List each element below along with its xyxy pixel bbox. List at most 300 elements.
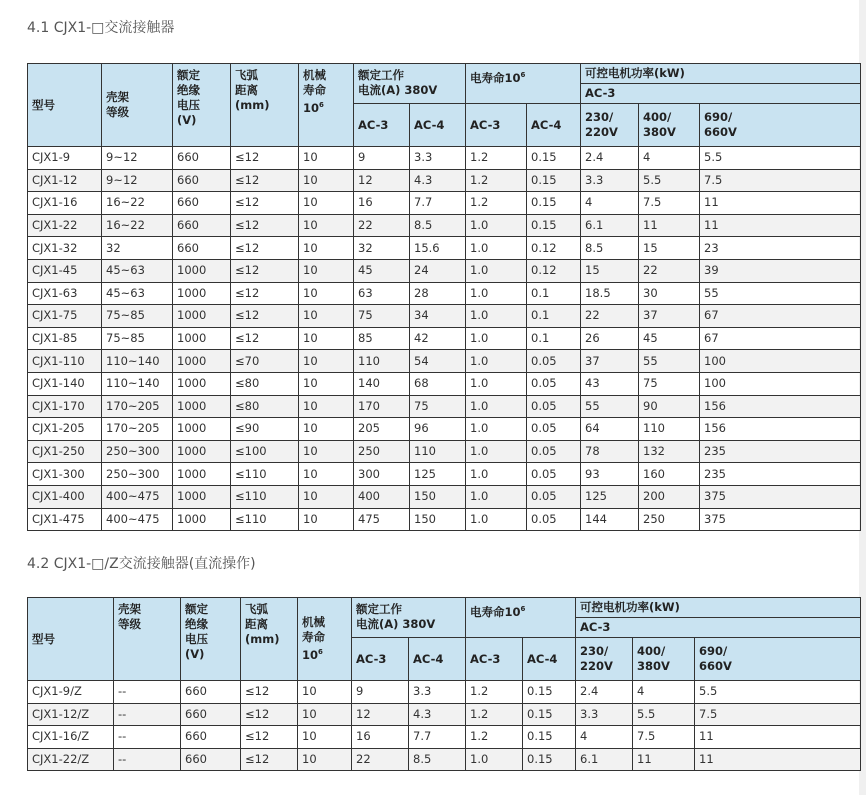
table-cell: 10 [298, 681, 352, 704]
table-cell: 4 [639, 147, 700, 170]
table-cell: CJX1-22/Z [28, 748, 114, 771]
table-cell: ≤110 [231, 508, 299, 531]
header-model: 型号 [28, 598, 114, 681]
table-cell: 78 [581, 440, 639, 463]
table-row [28, 485, 861, 508]
table-cell: 5.5 [633, 703, 695, 726]
header-mechanical-life-unit: 10 [302, 647, 319, 662]
header-model: 型号 [28, 64, 102, 147]
table-cell: 11 [639, 214, 700, 237]
table-cell: 375 [700, 485, 861, 508]
table-cell: 660 [181, 681, 241, 704]
table-cell: 22 [352, 748, 409, 771]
table-cell: 45 [639, 327, 700, 350]
table-cell: 23 [700, 237, 861, 260]
table-cell: 37 [581, 350, 639, 373]
table-cell: 10 [299, 440, 354, 463]
table-cell: 110~140 [102, 372, 173, 395]
table-cell: 2.4 [576, 681, 633, 704]
table-cell: 10 [299, 418, 354, 441]
table-cell: 5.5 [695, 681, 861, 704]
table-cell: 1.0 [466, 463, 527, 486]
table-cell: 660 [181, 748, 241, 771]
table-row [28, 327, 861, 350]
table-cell: 4.3 [410, 169, 466, 192]
table-row [28, 748, 861, 771]
table-cell: ≤12 [241, 681, 298, 704]
table-cell: 0.05 [527, 372, 581, 395]
table-cell: 16 [354, 192, 410, 215]
table-cell: ≤12 [231, 237, 299, 260]
table-cell: 10 [299, 305, 354, 328]
table-cell: 45 [354, 259, 410, 282]
table-cell: 100 [700, 350, 861, 373]
header-mechanical-life-label: 机械 寿命 [302, 615, 325, 645]
header-power-230v: 230/ 220V [576, 638, 633, 681]
table-cell: 10 [298, 703, 352, 726]
table-cell: CJX1-475 [28, 508, 102, 531]
table-cell: -- [114, 726, 181, 749]
table-cell: ≤12 [231, 282, 299, 305]
table-cell: 0.12 [527, 259, 581, 282]
table-cell: 110~140 [102, 350, 173, 373]
header-power-ac3: AC-3 [581, 84, 861, 104]
table-row [28, 372, 861, 395]
table-cell: ≤110 [231, 485, 299, 508]
table-cell: 7.5 [639, 192, 700, 215]
table-cell: 12 [352, 703, 409, 726]
table-cell: 660 [173, 237, 231, 260]
table-cell: 10 [298, 726, 352, 749]
table-cell: 150 [410, 485, 466, 508]
table-cell: CJX1-22 [28, 214, 102, 237]
table-cell: ≤90 [231, 418, 299, 441]
header-life-ac3: AC-3 [466, 638, 523, 681]
table-cell: ≤12 [231, 259, 299, 282]
table-cell: 90 [639, 395, 700, 418]
header-frame-class: 壳架 等级 [114, 598, 181, 681]
table-cell: ≤12 [231, 169, 299, 192]
table-cell: 75 [410, 395, 466, 418]
table-cell: 4 [633, 681, 695, 704]
table-cell: 140 [354, 372, 410, 395]
header-mechanical-life-exp: 6 [318, 648, 323, 657]
table-cell: 3.3 [581, 169, 639, 192]
table-cell: 110 [410, 440, 466, 463]
table-cell: 160 [639, 463, 700, 486]
header-electrical-life [466, 598, 576, 638]
table-cell: 28 [410, 282, 466, 305]
table-cell: 10 [299, 395, 354, 418]
table-cell: 1.2 [466, 703, 523, 726]
table-cell: ≤12 [231, 147, 299, 170]
table-cell: 100 [700, 372, 861, 395]
table-cell: 45~63 [102, 282, 173, 305]
table-cell: 1000 [173, 395, 231, 418]
table-cell: 1000 [173, 305, 231, 328]
header-life-ac4: AC-4 [527, 104, 581, 147]
table-cell: 43 [581, 372, 639, 395]
table-cell: -- [114, 748, 181, 771]
table-row [28, 440, 861, 463]
table-cell: 2.4 [581, 147, 639, 170]
table-cell: ≤80 [231, 372, 299, 395]
table-cell: 0.05 [527, 485, 581, 508]
table-row [28, 726, 861, 749]
table-cell: 32 [354, 237, 410, 260]
table-cell: 125 [410, 463, 466, 486]
table-cell: 0.15 [527, 214, 581, 237]
table-cell: ≤110 [231, 463, 299, 486]
table-row [28, 418, 861, 441]
table-cell: 250~300 [102, 440, 173, 463]
table-cell: 156 [700, 418, 861, 441]
table-cell: 0.05 [527, 395, 581, 418]
table-cell: 4.3 [409, 703, 466, 726]
table-cell: 1000 [173, 350, 231, 373]
table-cell: 250 [354, 440, 410, 463]
table-cell: -- [114, 681, 181, 704]
table-cell: 75~85 [102, 327, 173, 350]
table-cell: 1000 [173, 463, 231, 486]
table-cell: ≤12 [231, 305, 299, 328]
table-cell: 4 [581, 192, 639, 215]
table-row [28, 703, 861, 726]
table-cell: 660 [173, 169, 231, 192]
table-cell: CJX1-85 [28, 327, 102, 350]
table-cell: 235 [700, 463, 861, 486]
table-cell: 235 [700, 440, 861, 463]
header-electrical-life-exp: 6 [520, 605, 526, 613]
table-cell: 1000 [173, 282, 231, 305]
table-cell: 1000 [173, 440, 231, 463]
header-power-690v: 690/ 660V [700, 104, 861, 147]
table-cell: 1.0 [466, 748, 523, 771]
table-cell: 67 [700, 305, 861, 328]
table-cell: -- [114, 703, 181, 726]
header-mechanical-life [298, 598, 352, 681]
spec-table-cjx1 [27, 63, 861, 531]
table-cell: 7.7 [410, 192, 466, 215]
table-cell: 1.0 [466, 372, 527, 395]
table-cell: 15.6 [410, 237, 466, 260]
table-row [28, 395, 861, 418]
table-cell: 1000 [173, 508, 231, 531]
table-cell: 0.15 [527, 192, 581, 215]
table-cell: 10 [299, 192, 354, 215]
table-cell: 1.0 [466, 395, 527, 418]
table-cell: 0.1 [527, 327, 581, 350]
table-cell: 170~205 [102, 395, 173, 418]
table-cell: 1000 [173, 372, 231, 395]
table-cell: CJX1-250 [28, 440, 102, 463]
table-row [28, 305, 861, 328]
table-cell: 10 [299, 508, 354, 531]
table-row [28, 463, 861, 486]
table-row [28, 147, 861, 170]
header-rated-current: 额定工作 电流(A) 380V [354, 64, 466, 104]
table-cell: 55 [639, 350, 700, 373]
table-cell: CJX1-9/Z [28, 681, 114, 704]
table-cell: 10 [298, 748, 352, 771]
table-cell: 10 [299, 282, 354, 305]
table-cell: 1.2 [466, 192, 527, 215]
table-cell: 10 [299, 372, 354, 395]
table-cell: 300 [354, 463, 410, 486]
table-cell: CJX1-400 [28, 485, 102, 508]
table-cell: 0.05 [527, 463, 581, 486]
table-cell: CJX1-16/Z [28, 726, 114, 749]
table-cell: 30 [639, 282, 700, 305]
table-cell: 11 [700, 214, 861, 237]
header-electrical-life-exp: 6 [520, 71, 526, 79]
table-cell: 1.0 [466, 485, 527, 508]
table-cell: 1.2 [466, 726, 523, 749]
table-cell: 0.15 [527, 147, 581, 170]
table-cell: 16~22 [102, 214, 173, 237]
table-cell: 7.7 [409, 726, 466, 749]
table-cell: 660 [173, 192, 231, 215]
table-cell: 96 [410, 418, 466, 441]
table-cell: 0.1 [527, 282, 581, 305]
table-cell: 7.5 [695, 703, 861, 726]
header-insulation-voltage: 额定 绝缘 电压 (V) [181, 598, 241, 681]
section-title-cjx1-z: 4.2 CJX1-□/Z交流接触器(直流操作) [27, 556, 256, 572]
table-cell: 250~300 [102, 463, 173, 486]
table-row [28, 214, 861, 237]
table-cell: 11 [695, 726, 861, 749]
table-cell: 3.3 [409, 681, 466, 704]
table-cell: CJX1-170 [28, 395, 102, 418]
table-row [28, 169, 861, 192]
table-cell: CJX1-205 [28, 418, 102, 441]
header-frame-class: 壳架 等级 [102, 64, 173, 147]
table-cell: 110 [639, 418, 700, 441]
table-cell: 1.0 [466, 418, 527, 441]
header-current-ac4: AC-4 [409, 638, 466, 681]
table-cell: 9 [352, 681, 409, 704]
header-current-ac3: AC-3 [354, 104, 410, 147]
table-cell: 6.1 [576, 748, 633, 771]
table-cell: 8.5 [581, 237, 639, 260]
table-cell: 0.15 [523, 681, 576, 704]
table-cell: 1.0 [466, 214, 527, 237]
table-cell: 375 [700, 508, 861, 531]
table-cell: 1.0 [466, 282, 527, 305]
table-cell: 10 [299, 147, 354, 170]
table-cell: 144 [581, 508, 639, 531]
table-cell: 660 [173, 147, 231, 170]
table-cell: 205 [354, 418, 410, 441]
table-cell: 1.0 [466, 259, 527, 282]
header-mechanical-life-label: 机械 寿命 [303, 68, 326, 97]
table-cell: 475 [354, 508, 410, 531]
header-power-400v: 400/ 380V [639, 104, 700, 147]
table-cell: 16~22 [102, 192, 173, 215]
table-cell: 132 [639, 440, 700, 463]
header-mechanical-life-exp: 6 [319, 101, 324, 109]
table-cell: 5.5 [700, 147, 861, 170]
table-cell: ≤12 [231, 192, 299, 215]
table-cell: 3.3 [576, 703, 633, 726]
section-title-cjx1: 4.1 CJX1-□交流接触器 [27, 20, 175, 36]
table-cell: 400~475 [102, 485, 173, 508]
header-arc-distance: 飞弧 距离 (mm) [231, 64, 299, 147]
table-cell: 11 [695, 748, 861, 771]
table-cell: CJX1-45 [28, 259, 102, 282]
table-row [28, 681, 861, 704]
table-cell: 10 [299, 350, 354, 373]
table-cell: 400 [354, 485, 410, 508]
table-cell: 250 [639, 508, 700, 531]
table-cell: 1000 [173, 259, 231, 282]
table-cell: 660 [173, 214, 231, 237]
table-cell: CJX1-16 [28, 192, 102, 215]
table-cell: CJX1-63 [28, 282, 102, 305]
table-cell: 200 [639, 485, 700, 508]
table-cell: CJX1-12/Z [28, 703, 114, 726]
table-cell: 0.05 [527, 418, 581, 441]
table-cell: 22 [639, 259, 700, 282]
table-cell: 0.05 [527, 350, 581, 373]
table-cell: ≤12 [241, 726, 298, 749]
table-cell: 9 [354, 147, 410, 170]
table-cell: 26 [581, 327, 639, 350]
table-cell: 7.5 [633, 726, 695, 749]
table-cell: 11 [700, 192, 861, 215]
header-mechanical-life [299, 64, 354, 147]
table-cell: 1.2 [466, 147, 527, 170]
table-cell: 150 [410, 508, 466, 531]
table-cell: 68 [410, 372, 466, 395]
table-cell: 22 [581, 305, 639, 328]
table-cell: 9~12 [102, 169, 173, 192]
header-current-ac3: AC-3 [352, 638, 409, 681]
table-cell: 75~85 [102, 305, 173, 328]
table-cell: 64 [581, 418, 639, 441]
table-cell: 4 [576, 726, 633, 749]
table-cell: 660 [181, 726, 241, 749]
table-cell: ≤12 [241, 748, 298, 771]
table-cell: 0.15 [523, 748, 576, 771]
header-electrical-life-label: 电寿命10 [470, 604, 521, 619]
table-cell: 93 [581, 463, 639, 486]
table-cell: 0.15 [523, 703, 576, 726]
table-cell: 7.5 [700, 169, 861, 192]
header-arc-distance: 飞弧 距离 (mm) [241, 598, 298, 681]
table-cell: ≤12 [241, 703, 298, 726]
table-cell: 10 [299, 259, 354, 282]
table-cell: 3.3 [410, 147, 466, 170]
table-cell: 34 [410, 305, 466, 328]
table-cell: 12 [354, 169, 410, 192]
table-cell: 1.0 [466, 350, 527, 373]
table-cell: 54 [410, 350, 466, 373]
header-power-690v: 690/ 660V [695, 638, 861, 681]
table-cell: 16 [352, 726, 409, 749]
table-cell: CJX1-12 [28, 169, 102, 192]
table-cell: 0.12 [527, 237, 581, 260]
header-power-400v: 400/ 380V [633, 638, 695, 681]
table-cell: 8.5 [409, 748, 466, 771]
table-cell: 67 [700, 327, 861, 350]
table-cell: ≤12 [231, 214, 299, 237]
table-cell: 1.0 [466, 305, 527, 328]
table-cell: 11 [633, 748, 695, 771]
table-cell: 400~475 [102, 508, 173, 531]
table-cell: 8.5 [410, 214, 466, 237]
table-cell: 45~63 [102, 259, 173, 282]
table-cell: 18.5 [581, 282, 639, 305]
table-cell: 15 [639, 237, 700, 260]
table-cell: 22 [354, 214, 410, 237]
table-cell: 10 [299, 327, 354, 350]
table-cell: 9~12 [102, 147, 173, 170]
table-cell: 63 [354, 282, 410, 305]
table-row [28, 259, 861, 282]
table-cell: 0.05 [527, 440, 581, 463]
table-cell: 15 [581, 259, 639, 282]
table-cell: 110 [354, 350, 410, 373]
header-motor-power: 可控电机功率(kW) [576, 598, 861, 618]
table-cell: 24 [410, 259, 466, 282]
table-cell: 125 [581, 485, 639, 508]
table-cell: 170 [354, 395, 410, 418]
table-cell: 10 [299, 485, 354, 508]
table-cell: CJX1-75 [28, 305, 102, 328]
table-cell: 1.0 [466, 440, 527, 463]
header-life-ac4: AC-4 [523, 638, 576, 681]
table-row [28, 282, 861, 305]
table-cell: 1.0 [466, 327, 527, 350]
table-cell: 37 [639, 305, 700, 328]
table-cell: ≤12 [231, 327, 299, 350]
table-cell: 85 [354, 327, 410, 350]
table-cell: 10 [299, 214, 354, 237]
table-row [28, 350, 861, 373]
table-cell: 0.05 [527, 508, 581, 531]
header-current-ac4: AC-4 [410, 104, 466, 147]
header-power-ac3: AC-3 [576, 618, 861, 638]
header-mechanical-life-unit: 10 [303, 100, 320, 115]
table-cell: ≤100 [231, 440, 299, 463]
table-cell: 6.1 [581, 214, 639, 237]
table-row [28, 192, 861, 215]
table-cell: CJX1-32 [28, 237, 102, 260]
table-cell: 32 [102, 237, 173, 260]
table-cell: 5.5 [639, 169, 700, 192]
table-cell: 1000 [173, 418, 231, 441]
table-row [28, 237, 861, 260]
table-row [28, 508, 861, 531]
header-electrical-life [466, 64, 581, 104]
header-power-230v: 230/ 220V [581, 104, 639, 147]
table-cell: 1.0 [466, 237, 527, 260]
table-cell: 1000 [173, 485, 231, 508]
table-cell: 10 [299, 237, 354, 260]
table-cell: CJX1-140 [28, 372, 102, 395]
table-cell: 10 [299, 463, 354, 486]
table-cell: 55 [700, 282, 861, 305]
table-cell: CJX1-300 [28, 463, 102, 486]
table-cell: 42 [410, 327, 466, 350]
table-cell: ≤80 [231, 395, 299, 418]
table-cell: 55 [581, 395, 639, 418]
table-cell: 75 [354, 305, 410, 328]
table-cell: 1000 [173, 327, 231, 350]
table-cell: 0.1 [527, 305, 581, 328]
header-life-ac3: AC-3 [466, 104, 527, 147]
